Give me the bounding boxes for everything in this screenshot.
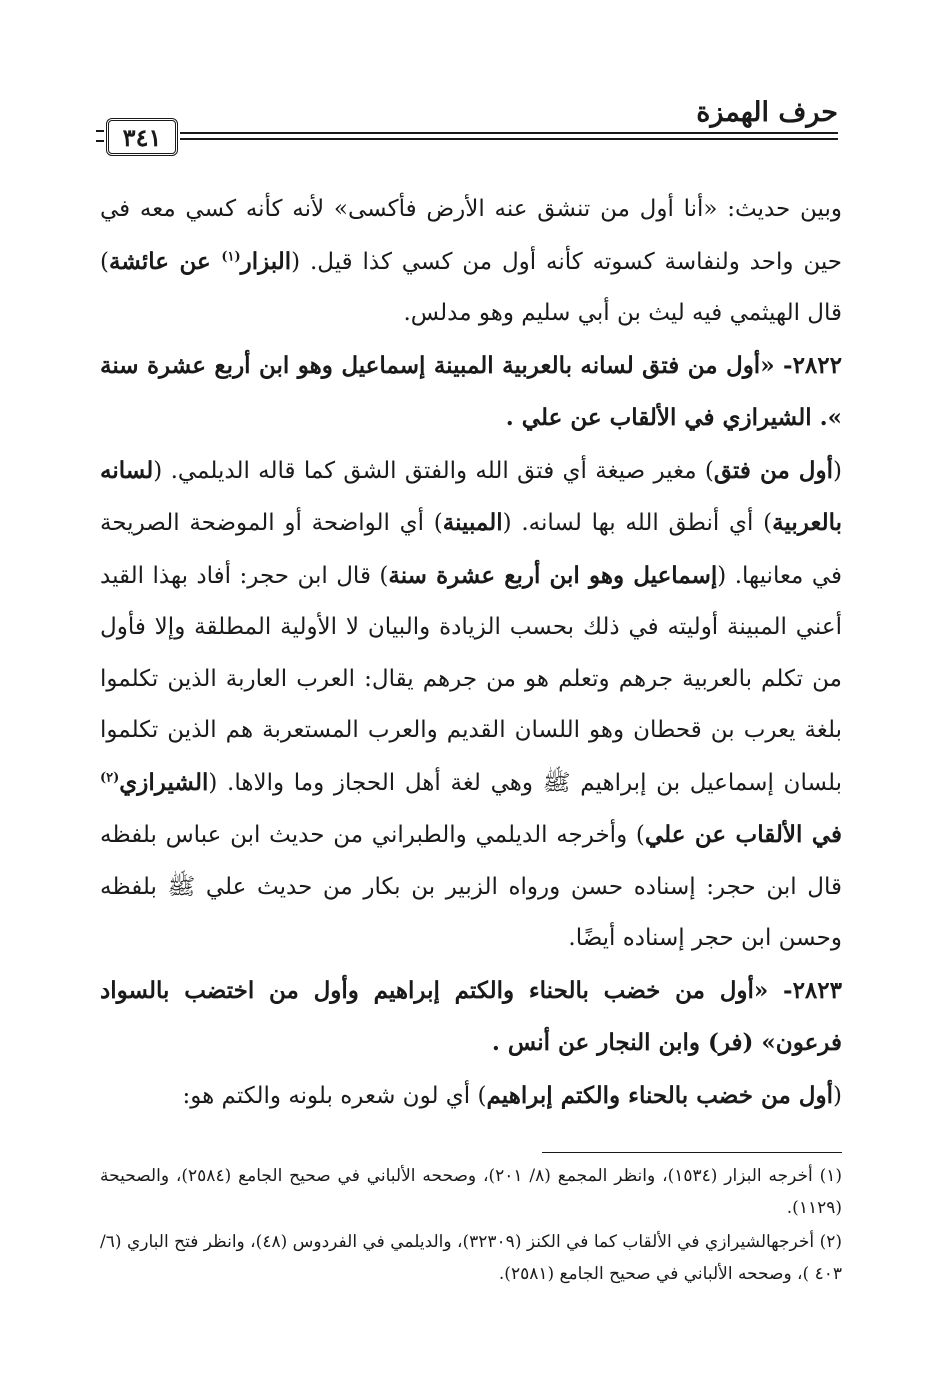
footnotes (100, 1160, 842, 1292)
text-run: وبين حديث: «أنا أول من تنشق عنه الأرض فأكسى» لأنه كأنه كسي معه في حين واحد ولنفاسة كسوته كأنه أول من كسي كذا قيل. ( (100, 196, 842, 275)
text-run: ( (833, 1082, 842, 1109)
bold-term: لسانه بالعربية (100, 456, 842, 536)
page-number: ٣٤١ (106, 118, 178, 156)
text-run: ) أي الواضحة أو الموضحة الصريحة في معانيها. ( (100, 510, 842, 589)
hadith-text: ٢٨٢٣- «أول من خضب بالحناء والكتم إبراهيم وأول من اختضب بالسواد فرعون» (فر) وابن النجار عن أنس . (100, 976, 842, 1056)
hadith-text: ٢٨٢٢- «أول من فتق لسانه بالعربية المبينة إسماعيل وهو ابن أربع عشرة سنة ». الشيرازي في الألقاب عن علي . (100, 351, 842, 431)
text-run: ) مغير صيغة أي فتق الله والفتق الشق كما قاله الديلمي. ( (153, 457, 714, 484)
text-run: ( (833, 457, 842, 484)
text-run: ) وأخرجه الديلمي والطبراني من حديث ابن عباس بلفظه قال ابن حجر: إسناده حسن ورواه الزبير بن بكار من حديث علي ﷺ بلفظه وحسن ابن حجر إسناده أيضًا. (100, 822, 842, 951)
header-rule-end (96, 130, 104, 142)
footnote-separator (542, 1152, 842, 1153)
header-rule (180, 132, 838, 140)
text-run: عن عائشة (108, 247, 222, 275)
running-title: حرف الهمزة (696, 97, 838, 128)
text-run: ) قال الهيثمي فيه ليث بن أبي سليم وهو مدلس. (100, 248, 842, 326)
page-header (96, 96, 838, 166)
bold-term: أول من خضب بالحناء والكتم إبراهيم (486, 1081, 834, 1109)
main-text (100, 184, 842, 1122)
text-run: ) أي لون شعره بلونه والكتم هو: (182, 1082, 487, 1109)
text-run: البزار (240, 247, 292, 275)
text-run: الشيرازي (119, 768, 209, 796)
bold-term: إسماعيل وهو ابن أربع عشرة سنة (388, 561, 718, 589)
text-run: ) أي أنطق الله بها لسانه. ( (502, 510, 773, 536)
footnote-2: (٢) أخرجهالشيرازي في الألقاب كما في الكنز (٣٢٣٠٩)، والديلمي في الفردوس (٤٨)، وانظر فتح الباري (٦/ ٤٠٣ )، وصححه الألباني في صحيح الجامع (٢٥٨١). (100, 1232, 842, 1284)
hadith-2822 (100, 340, 842, 445)
paragraph-2 (100, 445, 842, 965)
text-run: ) قال ابن حجر: أفاد بهذا القيد أعني المبينة أوليته في ذلك بحسب الزيادة والبيان لا الأولية المطلقة وإلا فأول من تكلم بالعربية جرهم وتعلم هو من جرهم يقال: العرب العاربة الذين تكلموا بلغة يعرب بن قحطان وهو اللسان القديم والعرب المستعربة هم الذين تكلموا بلسان إسماعيل بن إبراهيم ﷺ وهي لغة أهل الحجاز وما والاها. ( (100, 562, 842, 796)
paragraph-1 (100, 184, 842, 340)
footnote-1: (١) أخرجه البزار (١٥٣٤)، وانظر المجمع (٨/ ٢٠١)، وصححه الألباني في صحيح الجامع (٢٥٨٤)، والصحيحة (١١٢٩). (100, 1166, 842, 1218)
source-name (109, 248, 291, 275)
paragraph-3 (100, 1070, 842, 1123)
hadith-2823 (100, 965, 842, 1070)
footnote-ref-1[interactable]: (١) (221, 248, 241, 264)
bold-term: أول من فتق (713, 456, 834, 484)
footnote-ref-2[interactable]: (٢) (100, 769, 120, 785)
text-run: في الألقاب عن علي (644, 821, 842, 848)
bold-term: المبينة (442, 509, 503, 536)
